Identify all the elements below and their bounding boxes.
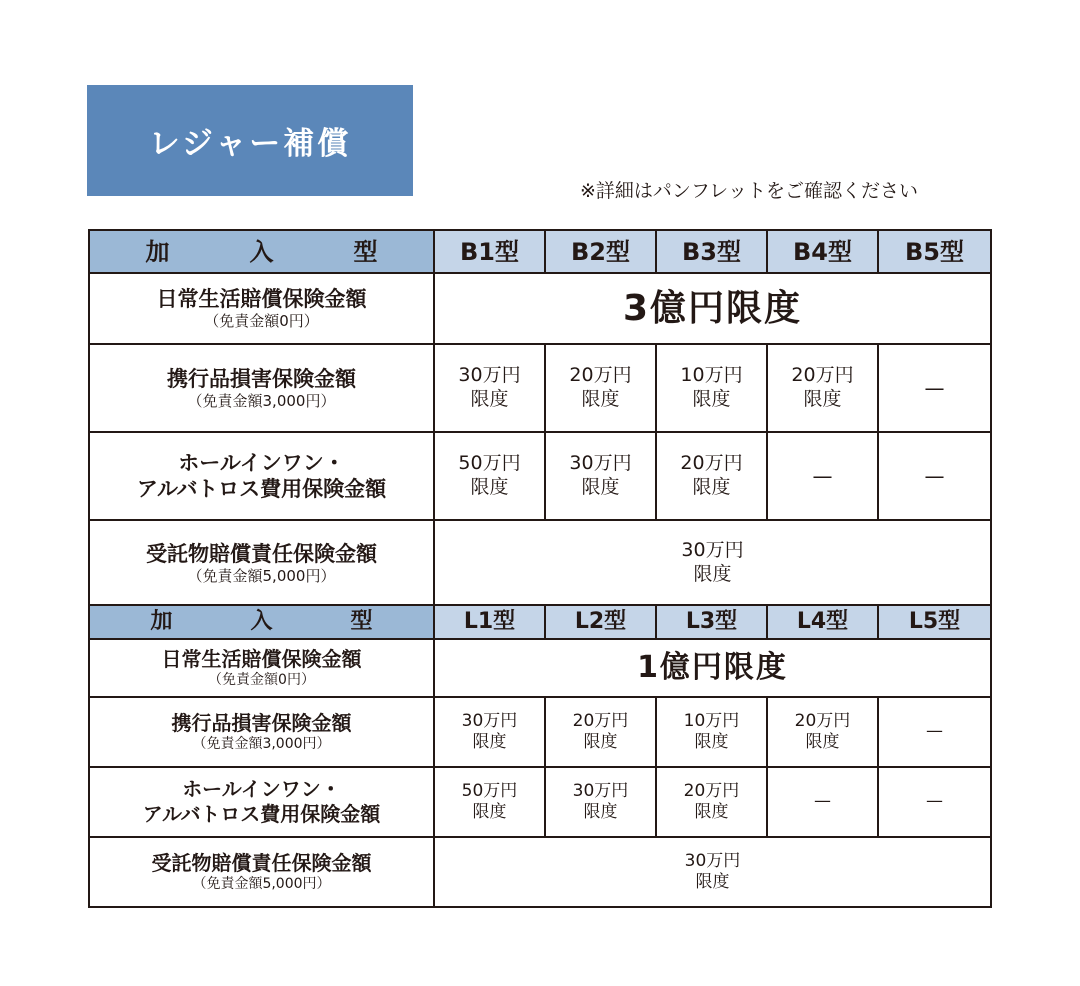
hole-in-one-l4: — [767, 767, 878, 837]
belongings-b3: 10万円 限度 [656, 344, 767, 432]
plan-type-b1: B1型 [434, 230, 545, 273]
plan-type-b4: B4型 [767, 230, 878, 273]
table-row [89, 697, 991, 767]
belongings-l3: 10万円 限度 [656, 697, 767, 767]
bailee-limit-value: 30万円 限度 [434, 837, 991, 907]
row-label-bailee: 受託物賠償責任保険金額 （免責金額5,000円） [89, 520, 434, 606]
row-label-hole-in-one: ホールインワン・ アルバトロス費用保険金額 [89, 767, 434, 837]
hole-in-one-b3: 20万円 限度 [656, 432, 767, 520]
table-row [89, 520, 991, 606]
hole-in-one-b5: — [878, 432, 991, 520]
belongings-b2: 20万円 限度 [545, 344, 656, 432]
liability-limit-value: 3億円限度 [434, 273, 991, 344]
row-label-belongings: 携行品損害保険金額 （免責金額3,000円） [89, 344, 434, 432]
plan-type-l4: L4型 [767, 605, 878, 639]
belongings-l5: — [878, 697, 991, 767]
plan-type-b2: B2型 [545, 230, 656, 273]
liability-limit-value: 1億円限度 [434, 639, 991, 697]
hole-in-one-b2: 30万円 限度 [545, 432, 656, 520]
hole-in-one-l3: 20万円 限度 [656, 767, 767, 837]
table-header-row [89, 230, 991, 273]
plan-type-b5: B5型 [878, 230, 991, 273]
hole-in-one-l1: 50万円 限度 [434, 767, 545, 837]
section-banner [87, 85, 413, 196]
plan-type-l1: L1型 [434, 605, 545, 639]
table-row [89, 344, 991, 432]
belongings-b5: — [878, 344, 991, 432]
table-header-row [89, 605, 991, 639]
row-label-liability: 日常生活賠償保険金額 （免責金額0円） [89, 639, 434, 697]
row-label-hole-in-one: ホールインワン・ アルバトロス費用保険金額 [89, 432, 434, 520]
belongings-l1: 30万円 限度 [434, 697, 545, 767]
hole-in-one-l5: — [878, 767, 991, 837]
pamphlet-note: ※詳細はパンフレットをご確認ください [580, 180, 918, 202]
hole-in-one-b1: 50万円 限度 [434, 432, 545, 520]
bailee-limit-value: 30万円 限度 [434, 520, 991, 606]
belongings-l4: 20万円 限度 [767, 697, 878, 767]
belongings-b1: 30万円 限度 [434, 344, 545, 432]
section-title: レジャー補償 [148, 126, 352, 162]
hole-in-one-l2: 30万円 限度 [545, 767, 656, 837]
table-row [89, 639, 991, 697]
coverage-table-l [88, 604, 992, 908]
plan-type-header: 加 入 型 [89, 605, 434, 639]
hole-in-one-b4: — [767, 432, 878, 520]
belongings-b4: 20万円 限度 [767, 344, 878, 432]
row-label-belongings: 携行品損害保険金額 （免責金額3,000円） [89, 697, 434, 767]
table-row [89, 767, 991, 837]
table-row [89, 273, 991, 344]
table-row [89, 837, 991, 907]
row-label-liability: 日常生活賠償保険金額 （免責金額0円） [89, 273, 434, 344]
table-row [89, 432, 991, 520]
coverage-table-b [88, 229, 992, 607]
row-label-bailee: 受託物賠償責任保険金額 （免責金額5,000円） [89, 837, 434, 907]
plan-type-l2: L2型 [545, 605, 656, 639]
plan-type-header: 加 入 型 [89, 230, 434, 273]
belongings-l2: 20万円 限度 [545, 697, 656, 767]
plan-type-l3: L3型 [656, 605, 767, 639]
plan-type-l5: L5型 [878, 605, 991, 639]
plan-type-b3: B3型 [656, 230, 767, 273]
